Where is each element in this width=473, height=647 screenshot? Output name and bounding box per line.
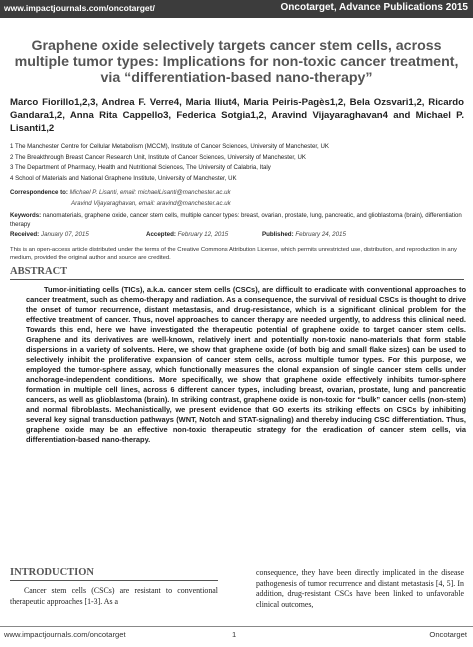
introduction-right-column: consequence, they have been directly implicated in the disease pathogenesis of tumor recurrence and distant metastasis [4, 5]. In addition, drug-resistant CSCs have been linked to unfavorable clinical outcomes, <box>256 568 464 609</box>
accepted-label: Accepted: <box>146 231 176 238</box>
paper-title: Graphene oxide selectively targets cancer stem cells, across multiple tumor types: Implications for non-toxic cancer treatment, via “differentiation-based nano-therapy” <box>14 38 459 86</box>
received-date <box>10 231 89 238</box>
header-journal: Oncotarget, Advance Publications 2015 <box>280 2 468 13</box>
keywords-label: Keywords: <box>10 212 42 219</box>
abstract-text: Tumor-initiating cells (TICs), a.k.a. cancer stem cells (CSCs), are difficult to eradicate with conventional approaches to cancer treatment, such as chemo-therapy and radiation. As a consequence, the survival of residual CSCs is thought to drive the onset of tumor recurrence, distant metastasis, and drug-resistance, which is a significant clinical problem for the effective treatment of cancer. Thus, novel approaches to cancer therapy are needed urgently, to address this clinical need. Towards this end, here we have investigated the therapeutic potential of graphene oxide to target cancer stem cells. Graphene and its derivatives are well-known, relatively inert and potentially non-toxic nano-materials that form stable dispersions in a variety of solvents. Here, we show that graphene oxide (of both big and small flake sizes) can be used to selectively inhibit the proliferative expansion of cancer stem cells, across multiple tumor types. For this purpose, we employed the tumor-sphere assay, which functionally measures the clonal expansion of single cancer stem cells under anchorage-independent conditions. More specifically, we show that graphene oxide effectively inhibits tumor-sphere formation in multiple cell lines, across 6 different cancer types, including breast, ovarian, prostate, lung and pancreatic cancers, as well as glioblastoma (brain). In striking contrast, graphene oxide is non-toxic for “bulk” cancer cells (non-stem) and normal fibroblasts. Mechanistically, we present evidence that GO exerts its striking effects on CSCs by inhibiting several key signal transduction pathways (WNT, Notch and STAT-signaling) and thereby inducing CSC differentiation. Thus, graphene oxide may be an effective non-toxic therapeutic strategy for the eradication of cancer stem cells, via differentiation-based nano-therapy. <box>26 285 466 444</box>
author-list: Marco Fiorillo1,2,3, Andrea F. Verre4, Maria Iliut4, Maria Peiris-Pagès1,2, Bela Ozsvari1,2, Ricardo Gandara1,2, Anna Rita Cappello3, Federica Sotgia1,2, Aravind Vijayaraghavan4 and Michael P. Lisanti1,2 <box>10 97 464 134</box>
published-label: Published: <box>262 231 294 238</box>
keywords-text: nanomaterials, graphene oxide, cancer stem cells, multiple cancer types: breast, ovarian, prostate, lung, pancreatic, and glioblastoma (brain), differentiation therapy <box>10 212 462 228</box>
header-url[interactable]: www.impactjournals.com/oncotarget/ <box>4 3 155 13</box>
correspondence-line-1[interactable]: Michael P. Lisanti, email: michaelLisanti@manchester.ac.uk <box>69 189 231 196</box>
accepted-date <box>146 231 228 238</box>
abstract-rule <box>10 279 464 280</box>
footer-journal: Oncotarget <box>429 630 467 639</box>
introduction-rule <box>10 580 218 581</box>
footer-url[interactable]: www.impactjournals.com/oncotarget <box>4 630 126 639</box>
received-label: Received: <box>10 231 40 238</box>
affiliations <box>10 142 464 184</box>
published-value: February 24, 2015 <box>295 231 346 238</box>
accepted-value: February 12, 2015 <box>177 231 229 238</box>
affiliation-4: 4 School of Materials and National Graphene Institute, University of Manchester, UK <box>10 174 237 182</box>
received-value: January 07, 2015 <box>40 231 89 238</box>
correspondence-label: Correspondence to: <box>10 189 68 196</box>
page-number: 1 <box>232 630 237 639</box>
license-note: This is an open-access article distributed under the terms of the Creative Commons Attribution License, which permits unrestricted use, distribution, and reproduction in any medium, provided the original author and source are credited. <box>10 247 457 261</box>
affiliation-3: 3 The Department of Pharmacy, Health and Nutritional Sciences, The University of Calabria, Italy <box>10 164 271 172</box>
abstract-heading: ABSTRACT <box>10 266 68 277</box>
introduction-left-column: Cancer stem cells (CSCs) are resistant to conventional therapeutic approaches [1-3]. As a <box>10 586 218 606</box>
keywords <box>10 211 464 229</box>
introduction-heading: INTRODUCTION <box>10 567 95 578</box>
correspondence <box>10 188 464 209</box>
published-date <box>262 231 346 238</box>
correspondence-line-2[interactable]: Aravind Vijayaraghavan, email: aravind@manchester.ac.uk <box>71 199 231 207</box>
affiliation-2: 2 The Breakthrough Breast Cancer Research Unit, Institute of Cancer Sciences, University of Manchester, UK <box>10 153 306 161</box>
footer-rule <box>0 626 473 627</box>
header-bar <box>0 0 473 18</box>
affiliation-1: 1 The Manchester Centre for Cellular Metabolism (MCCM), Institute of Cancer Sciences, University of Manchester, UK <box>10 143 329 150</box>
